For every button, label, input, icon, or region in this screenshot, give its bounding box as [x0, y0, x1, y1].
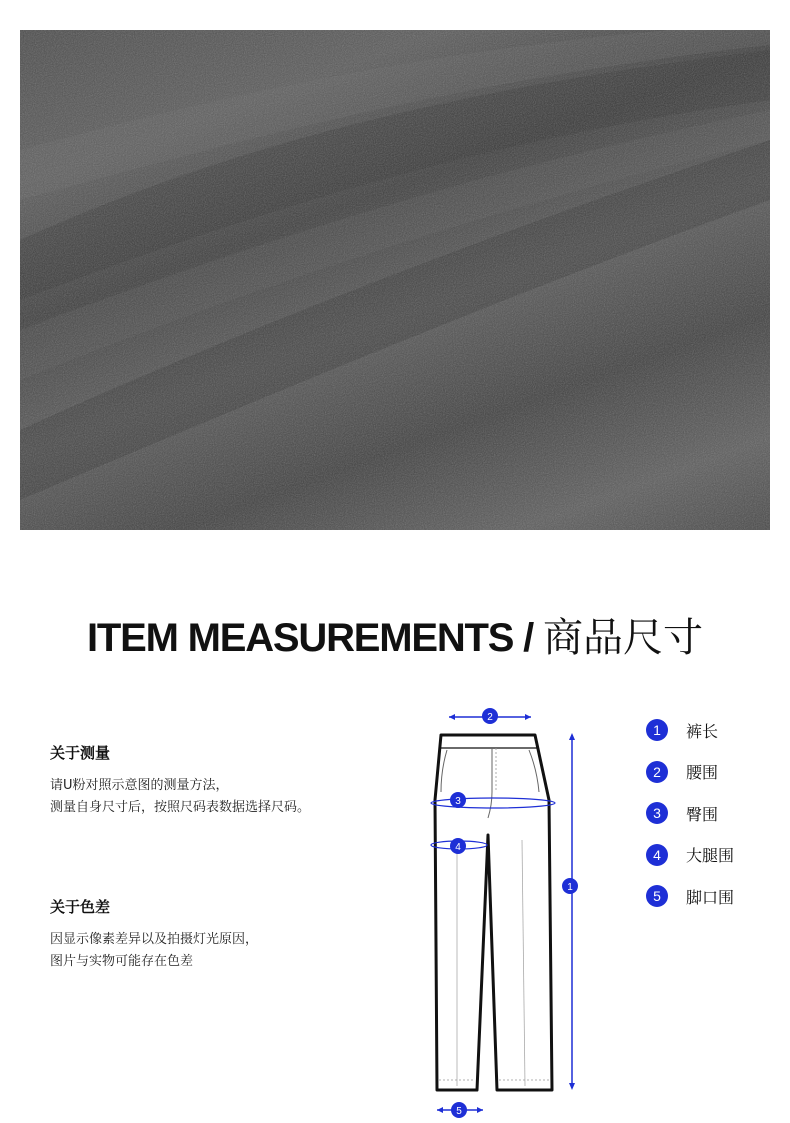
legend-item-length	[646, 718, 734, 742]
marker-3: 3	[455, 796, 461, 807]
title-separator: /	[513, 616, 544, 660]
fabric-photo	[20, 30, 770, 530]
color-note-line-2: 图片与实物可能存在色差	[50, 954, 194, 969]
legend-badge: 2	[646, 761, 668, 783]
measure-note-heading: 关于测量	[50, 744, 111, 762]
legend-item-hem	[646, 884, 734, 908]
marker-2: 2	[487, 712, 493, 723]
measure-note-line-2: 测量自身尺寸后，按照尺码表数据选择尺码。	[50, 800, 311, 815]
legend-badge: 5	[646, 885, 668, 907]
pants-diagram	[415, 700, 595, 1120]
marker-4: 4	[455, 842, 461, 853]
legend-item-waist	[646, 760, 734, 784]
legend-label: 臀围	[686, 804, 719, 824]
legend-badge: 3	[646, 802, 668, 824]
color-note-heading: 关于色差	[50, 898, 111, 916]
title-en: ITEM MEASUREMENTS	[86, 616, 514, 660]
title-cn: 商品尺寸	[543, 615, 704, 661]
pants-outline	[435, 735, 552, 1090]
legend-label: 脚口围	[686, 887, 735, 907]
color-note-line-1: 因显示像素差异以及拍摄灯光原因，	[50, 932, 259, 947]
page-title	[0, 606, 790, 663]
legend-badge: 4	[646, 844, 668, 866]
legend-item-hip	[646, 801, 734, 825]
measure-note	[50, 742, 390, 819]
marker-5: 5	[456, 1106, 462, 1117]
fabric-texture	[20, 30, 770, 530]
legend-label: 大腿围	[686, 846, 735, 865]
marker-1: 1	[567, 882, 573, 893]
legend-badge: 1	[646, 719, 668, 741]
color-note	[50, 896, 390, 973]
legend-label: 腰围	[686, 763, 719, 782]
legend-label: 裤长	[686, 721, 719, 741]
legend-item-thigh	[646, 843, 734, 867]
measurement-legend	[646, 718, 734, 926]
measure-note-line-1: 请U粉对照示意图的测量方法，	[50, 778, 229, 793]
